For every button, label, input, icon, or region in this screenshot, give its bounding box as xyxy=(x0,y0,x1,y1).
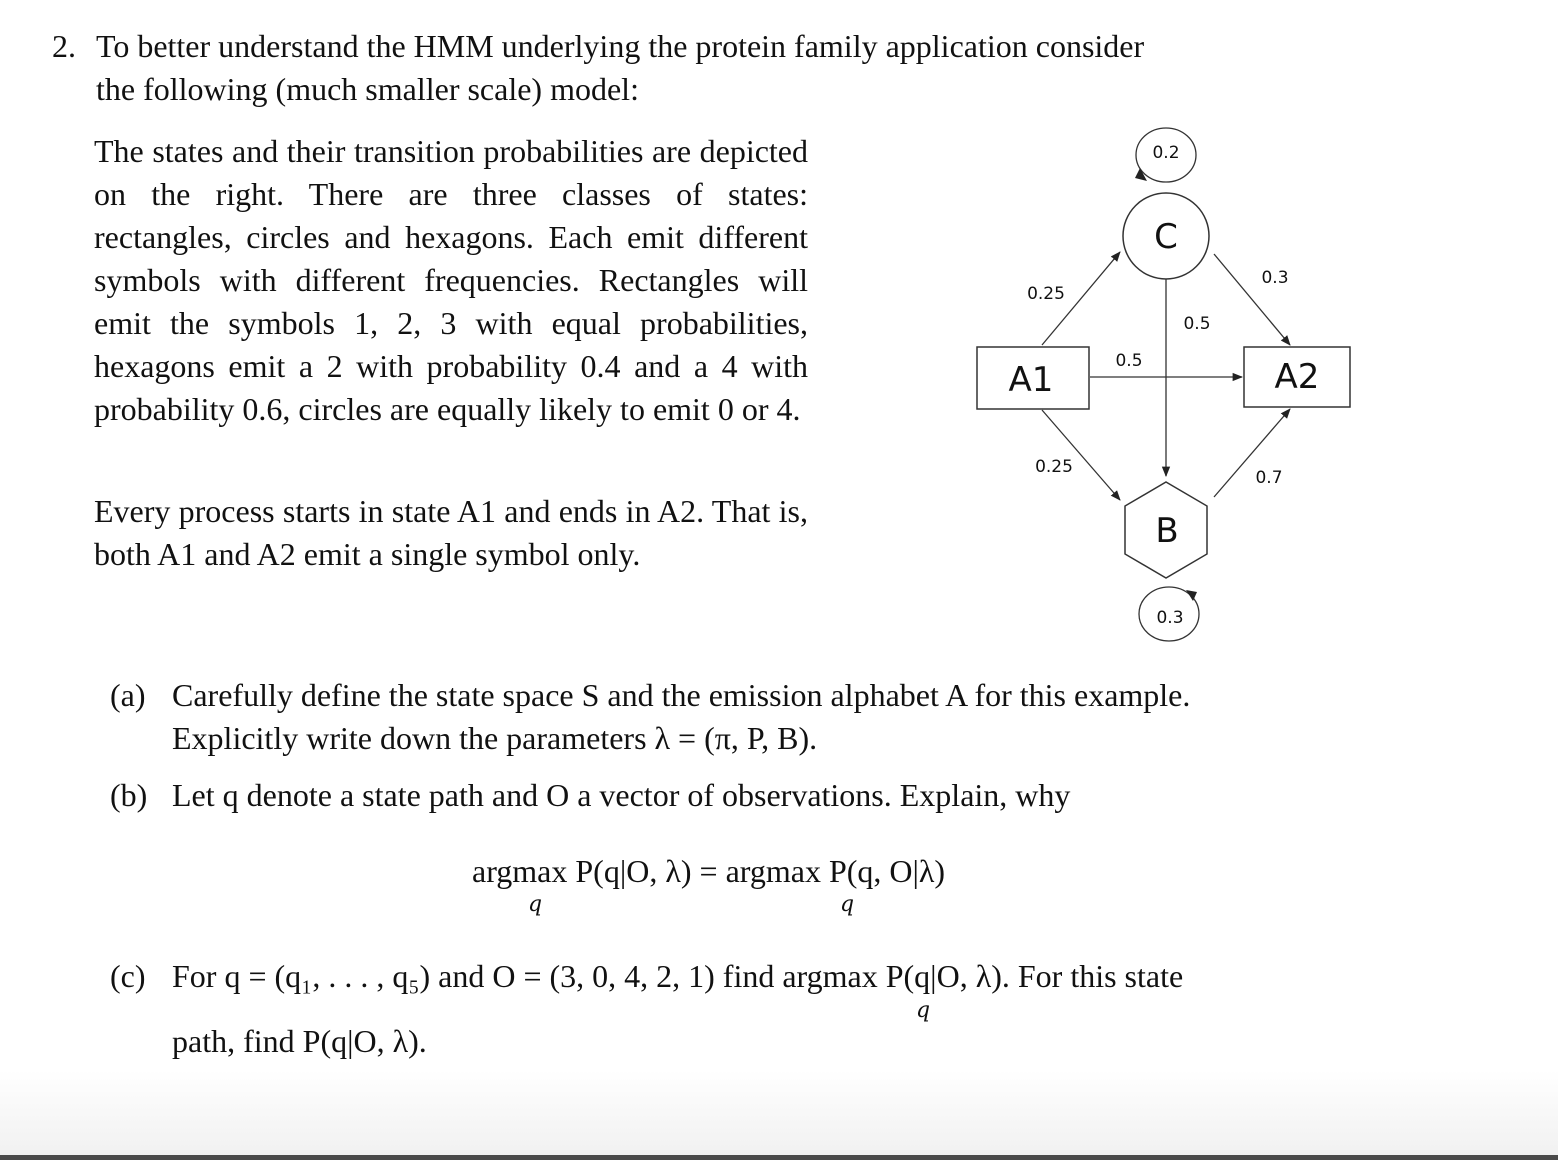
prob-b-self: 0.3 xyxy=(1156,608,1184,628)
description-paragraph: The states and their transition probabilities are depicted on the right. There are three classes of states: rectangles, circles and hexagons. Each emit different symbols with different frequencies. Rectangles will emit the symbols 1, 2, 3 with equal probabilities, hexagons emit a 2 with probability 0.4 and a 4 with probability 0.6, circles are equally likely to emit 0 or 4. xyxy=(94,133,808,427)
question-intro-line1: To better understand the HMM underlying the protein family application consider xyxy=(96,28,1145,64)
start-end-paragraph: Every process starts in state A1 and ends in A2. That is, both A1 and A2 emit a single symbol only. xyxy=(94,493,808,572)
state-c-label: C xyxy=(1154,217,1178,257)
argmax-subscript-c: q xyxy=(916,998,931,1023)
part-a-line2: Explicitly write down the parameters λ = (π, P, B). xyxy=(172,720,818,756)
prob-b-a2: 0.7 xyxy=(1255,468,1283,488)
state-a2-label: A2 xyxy=(1274,357,1320,397)
part-c-label: (c) xyxy=(110,958,146,994)
question-intro-line2: the following (much smaller scale) model: xyxy=(96,71,639,107)
argmax-subscript-right: q xyxy=(840,892,855,917)
prob-a1-c: 0.25 xyxy=(1027,284,1065,304)
part-b-equation: argmax P(q|O, λ) = argmax P(q, O|λ) xyxy=(472,853,946,889)
part-b-line1: Let q denote a state path and O a vector of observations. Explain, why xyxy=(172,777,1071,813)
prob-c-self: 0.2 xyxy=(1152,143,1180,163)
page-bottom-shade xyxy=(0,1070,1558,1155)
prob-c-b: 0.5 xyxy=(1183,314,1211,334)
part-c-line2: path, find P(q|O, λ). xyxy=(172,1023,427,1059)
part-b-label: (b) xyxy=(110,777,148,813)
part-c-line1: For q = (q₁, . . . , q₅) and O = (3, 0, 4, 2, 1) find argmax P(q|O, λ). For this state xyxy=(172,958,1184,994)
argmax-subscript-left: q xyxy=(528,892,543,917)
window-bottom-edge xyxy=(0,1155,1558,1160)
question-number: 2. xyxy=(52,28,76,64)
state-a1-label: A1 xyxy=(1008,360,1054,400)
prob-a1-b: 0.25 xyxy=(1035,457,1073,477)
edge-a1-b xyxy=(1042,410,1120,500)
part-a-line1: Carefully define the state space S and the emission alphabet A for this example. xyxy=(172,677,1191,713)
part-a-label: (a) xyxy=(110,677,146,713)
prob-c-a2: 0.3 xyxy=(1261,268,1289,288)
prob-a1-a2: 0.5 xyxy=(1115,351,1143,371)
state-b-label: B xyxy=(1155,511,1179,551)
